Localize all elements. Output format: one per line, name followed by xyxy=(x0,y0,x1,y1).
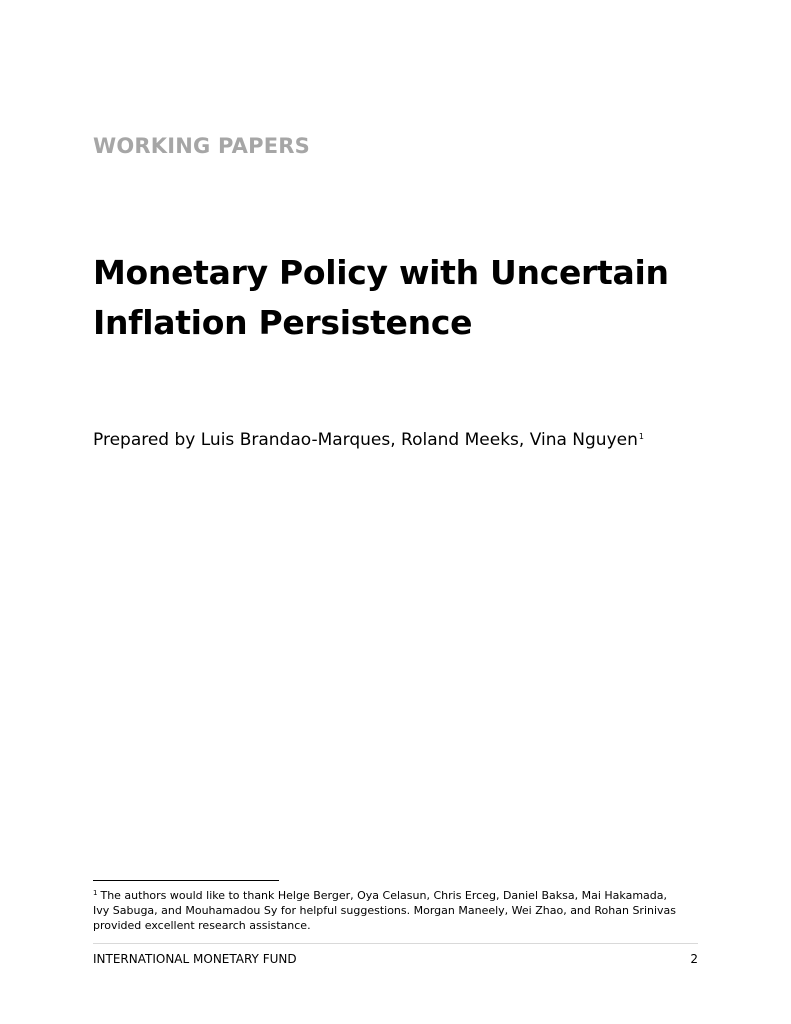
footnote-separator xyxy=(93,880,279,881)
page-number: 2 xyxy=(690,952,698,966)
footnote-line-1 xyxy=(93,886,699,903)
authors-line xyxy=(93,430,644,450)
authors-text: Prepared by Luis Brandao-Marques, Roland Meeks, Vina Nguyen xyxy=(93,430,638,450)
footnote-marker: 1 xyxy=(93,889,98,897)
title-line-1: Monetary Policy with Uncertain xyxy=(93,253,669,292)
footer-divider xyxy=(93,943,698,944)
author-footnote-marker: 1 xyxy=(638,432,644,441)
document-title xyxy=(93,248,713,348)
footer-organization: INTERNATIONAL MONETARY FUND xyxy=(93,952,297,966)
footnote xyxy=(93,886,699,933)
title-line-2: Inflation Persistence xyxy=(93,303,473,342)
footnote-text-1: The authors would like to thank Helge Berger, Oya Celasun, Chris Erceg, Daniel Baksa, Mai Hakamada, xyxy=(100,889,668,902)
footnote-line-2: Ivy Sabuga, and Mouhamadou Sy for helpful suggestions. Morgan Maneely, Wei Zhao, and Rohan Srinivas xyxy=(93,904,677,917)
footnote-line-3: provided excellent research assistance. xyxy=(93,919,311,932)
series-label: WORKING PAPERS xyxy=(93,134,310,158)
